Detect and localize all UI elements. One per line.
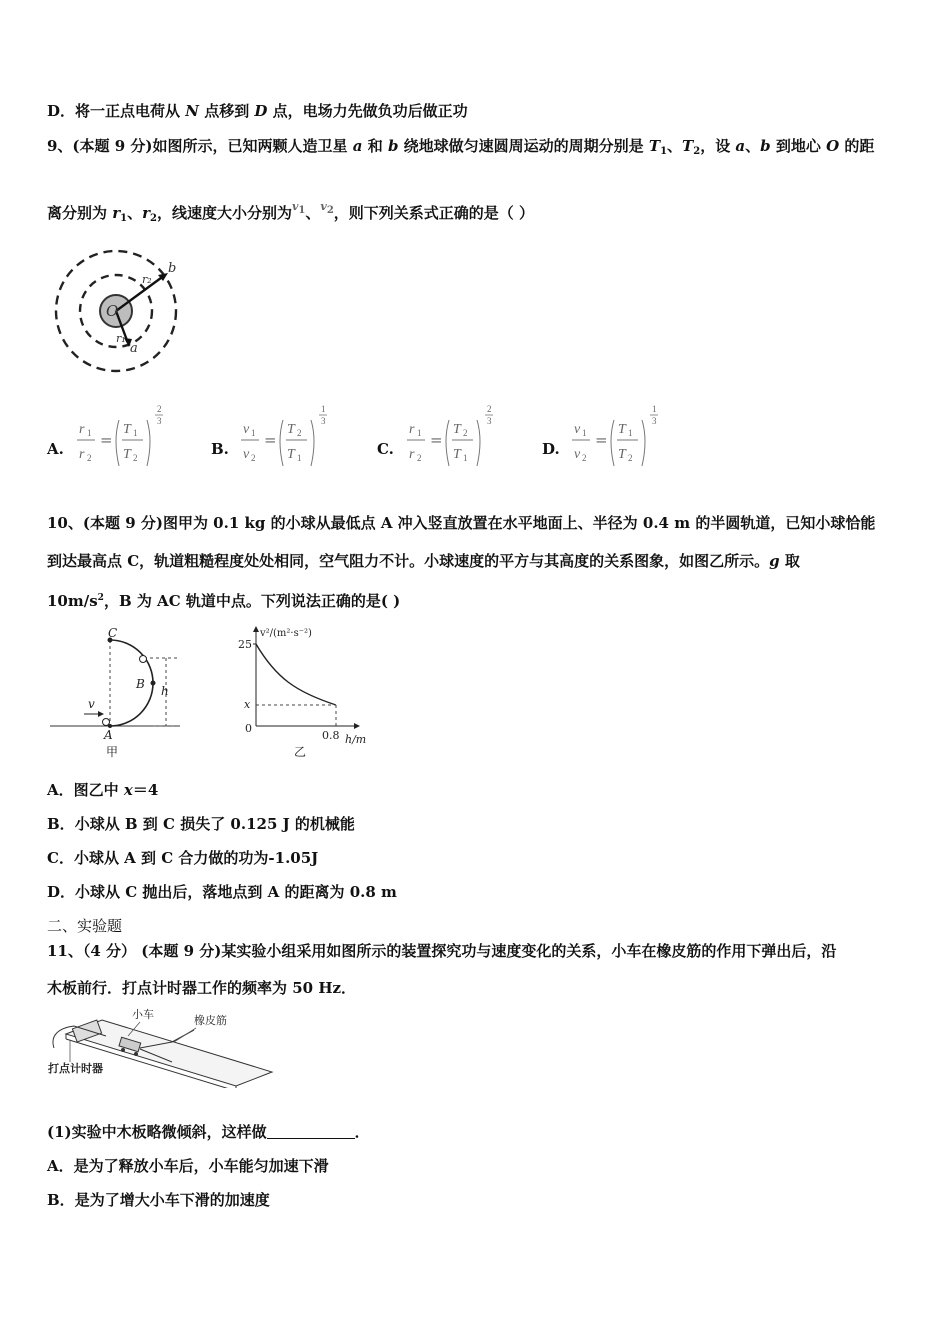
tick-label-x: x xyxy=(244,698,251,711)
option-letter: C. xyxy=(377,440,394,458)
label-r1: r₁ xyxy=(116,332,126,345)
q10-stem-line3: $10m/s^2$，B 为 AC 轨道中点。下列说法正确的是( ) xyxy=(47,592,401,610)
lhs-denominator: r xyxy=(79,447,85,462)
q9-option-a xyxy=(47,402,177,472)
tick-label-0: 0 xyxy=(245,722,252,735)
rhs-numerator: T xyxy=(287,422,295,437)
equals-sign: = xyxy=(264,431,277,449)
option-letter: A. xyxy=(47,440,64,458)
q11-stem-line2: 木板前行．打点计时器工作的频率为 50 Hz． xyxy=(47,979,357,997)
tick-label-25: 25 xyxy=(238,638,252,651)
ball-top xyxy=(140,656,147,663)
arrowhead-icon xyxy=(354,723,360,729)
lhs-num-subscript: 1 xyxy=(87,428,92,438)
right-paren xyxy=(477,420,480,466)
q9-stem-line1: 9、(本题 9 分)如图所示，已知两颗人造卫星 a 和 b 绕地球做匀速圆周运动的周期分别是 $T_1$、$T_2$，设 a、b 到地心 O 的距 xyxy=(47,137,875,157)
rhs-den-subscript: 2 xyxy=(628,453,633,463)
label-band: 橡皮筋 xyxy=(194,1014,227,1027)
band-leader xyxy=(174,1028,196,1042)
lhs-num-subscript: 1 xyxy=(582,428,587,438)
rhs-den-subscript: 1 xyxy=(297,453,302,463)
rhs-num-subscript: 1 xyxy=(133,428,138,438)
point-B xyxy=(151,681,156,686)
rhs-num-subscript: 2 xyxy=(463,428,468,438)
equals-sign: = xyxy=(595,431,608,449)
left-paren xyxy=(280,420,283,466)
option-letter: B. xyxy=(211,440,229,458)
rhs-numerator: T xyxy=(123,422,131,437)
ratio-formula xyxy=(239,402,339,472)
lhs-den-subscript: 2 xyxy=(582,453,587,463)
left-paren xyxy=(446,420,449,466)
label-v: v xyxy=(88,697,95,711)
q10-fig-yi xyxy=(236,622,376,762)
q9-orbit-diagram xyxy=(48,242,188,377)
label-C: C xyxy=(108,626,118,640)
q11-sub1: (1)实验中木板略微倾斜，这样做 ． xyxy=(47,1123,370,1141)
q10-option-c: C．小球从 A 到 C 合力做的功为-1.05J xyxy=(47,849,319,867)
right-paren xyxy=(311,420,314,466)
caption-jia: 甲 xyxy=(106,745,119,759)
ylabel: v²/(m²·s⁻²) xyxy=(260,628,312,639)
q9-option-b xyxy=(211,402,341,472)
label-O: O xyxy=(106,302,119,320)
exponent-numerator: 2 xyxy=(157,404,162,414)
q8-option-d: D．将一正点电荷从 N 点移到 D 点，电场力先做负功后做正功 xyxy=(47,102,468,120)
lhs-num-subscript: 1 xyxy=(417,428,422,438)
rhs-numerator: T xyxy=(453,422,461,437)
lhs-denominator: r xyxy=(409,447,415,462)
q10-stem-line1: 10、(本题 9 分)图甲为 0.1 kg 的小球从最低点 A 冲入竖直放置在水平地面上、半径为 0.4 m 的半圆轨道，已知小球恰能 xyxy=(47,514,876,532)
exponent-denominator: 3 xyxy=(321,416,326,426)
section-heading: 二、实验题 xyxy=(47,917,123,935)
lhs-numerator: v xyxy=(243,422,250,437)
rhs-den-subscript: 2 xyxy=(133,453,138,463)
q11-stem-line1: 11、（4 分） (本题 9 分)某实验小组采用如图所示的装置探究功与速度变化的关系，小车在橡皮筋的作用下弹出后，沿 xyxy=(47,942,837,960)
ratio-formula xyxy=(570,402,670,472)
label-car: 小车 xyxy=(132,1008,154,1021)
equals-sign: = xyxy=(430,431,443,449)
q9-option-c xyxy=(377,402,507,472)
q11-option-a: A．是为了释放小车后，小车能匀加速下滑 xyxy=(47,1157,329,1175)
q10-option-a: A．图乙中 x＝4 xyxy=(47,781,159,799)
equals-sign: = xyxy=(100,431,113,449)
rhs-den-subscript: 1 xyxy=(463,453,468,463)
q11-apparatus-diagram xyxy=(44,1006,276,1088)
ratio-formula xyxy=(75,402,175,472)
option-letter: D. xyxy=(542,440,560,458)
arrowhead-icon xyxy=(253,626,259,632)
exponent-denominator: 3 xyxy=(157,416,162,426)
q10-fig-jia xyxy=(48,622,188,762)
tick-label-08: 0.8 xyxy=(322,729,340,742)
lhs-numerator: v xyxy=(574,422,581,437)
xlabel: h/m xyxy=(345,733,367,746)
semicircle-track xyxy=(110,640,153,726)
caption-yi: 乙 xyxy=(294,745,307,759)
arrowhead-icon xyxy=(98,711,104,717)
radius-r2 xyxy=(116,275,165,311)
label-B: B xyxy=(136,677,145,691)
left-paren xyxy=(116,420,119,466)
label-h: h xyxy=(161,684,169,698)
lhs-denominator: v xyxy=(574,447,581,462)
ball-A xyxy=(103,719,110,726)
q11-option-b: B．是为了增大小车下滑的加速度 xyxy=(47,1191,270,1209)
q9-stem-line2: 离分别为 $r_1$、$r_2$，线速度大小分别为$^{v_1}$、$^{v_2}$，则下列关系式正确的是（ ） xyxy=(47,200,535,224)
label-a: a xyxy=(130,341,138,356)
label-r2: r₂ xyxy=(142,273,152,286)
q10-option-d: D．小球从 C 抛出后，落地点到 A 的距离为 0.8 m xyxy=(47,883,397,901)
exponent-denominator: 3 xyxy=(652,416,657,426)
rhs-denominator: T xyxy=(453,447,461,462)
right-paren xyxy=(147,420,150,466)
ratio-formula xyxy=(405,402,505,472)
label-b: b xyxy=(168,261,177,276)
rhs-numerator: T xyxy=(618,422,626,437)
left-paren xyxy=(611,420,614,466)
q9-option-d xyxy=(542,402,672,472)
q10-option-b: B．小球从 B 到 C 损失了 0.125 J 的机械能 xyxy=(47,815,355,833)
lhs-num-subscript: 1 xyxy=(251,428,256,438)
answer-blank[interactable] xyxy=(267,1124,355,1139)
lhs-den-subscript: 2 xyxy=(417,453,422,463)
rhs-num-subscript: 1 xyxy=(628,428,633,438)
lhs-den-subscript: 2 xyxy=(251,453,256,463)
exponent-numerator: 1 xyxy=(652,404,657,414)
lhs-numerator: r xyxy=(409,422,415,437)
exponent-numerator: 2 xyxy=(487,404,492,414)
exponent-numerator: 1 xyxy=(321,404,326,414)
rhs-denominator: T xyxy=(287,447,295,462)
rhs-denominator: T xyxy=(618,447,626,462)
v2-h-curve xyxy=(256,644,336,705)
lhs-numerator: r xyxy=(79,422,85,437)
rhs-denominator: T xyxy=(123,447,131,462)
label-timer: 打点计时器 xyxy=(48,1062,103,1075)
lhs-den-subscript: 2 xyxy=(87,453,92,463)
lhs-denominator: v xyxy=(243,447,250,462)
q10-stem-line2: 到达最高点 C，轨道粗糙程度处处相同，空气阻力不计。小球速度的平方与其高度的关系图象，如图乙所示。g 取 xyxy=(47,552,800,570)
exponent-denominator: 3 xyxy=(487,416,492,426)
rhs-num-subscript: 2 xyxy=(297,428,302,438)
label-A: A xyxy=(104,728,113,742)
right-paren xyxy=(642,420,645,466)
